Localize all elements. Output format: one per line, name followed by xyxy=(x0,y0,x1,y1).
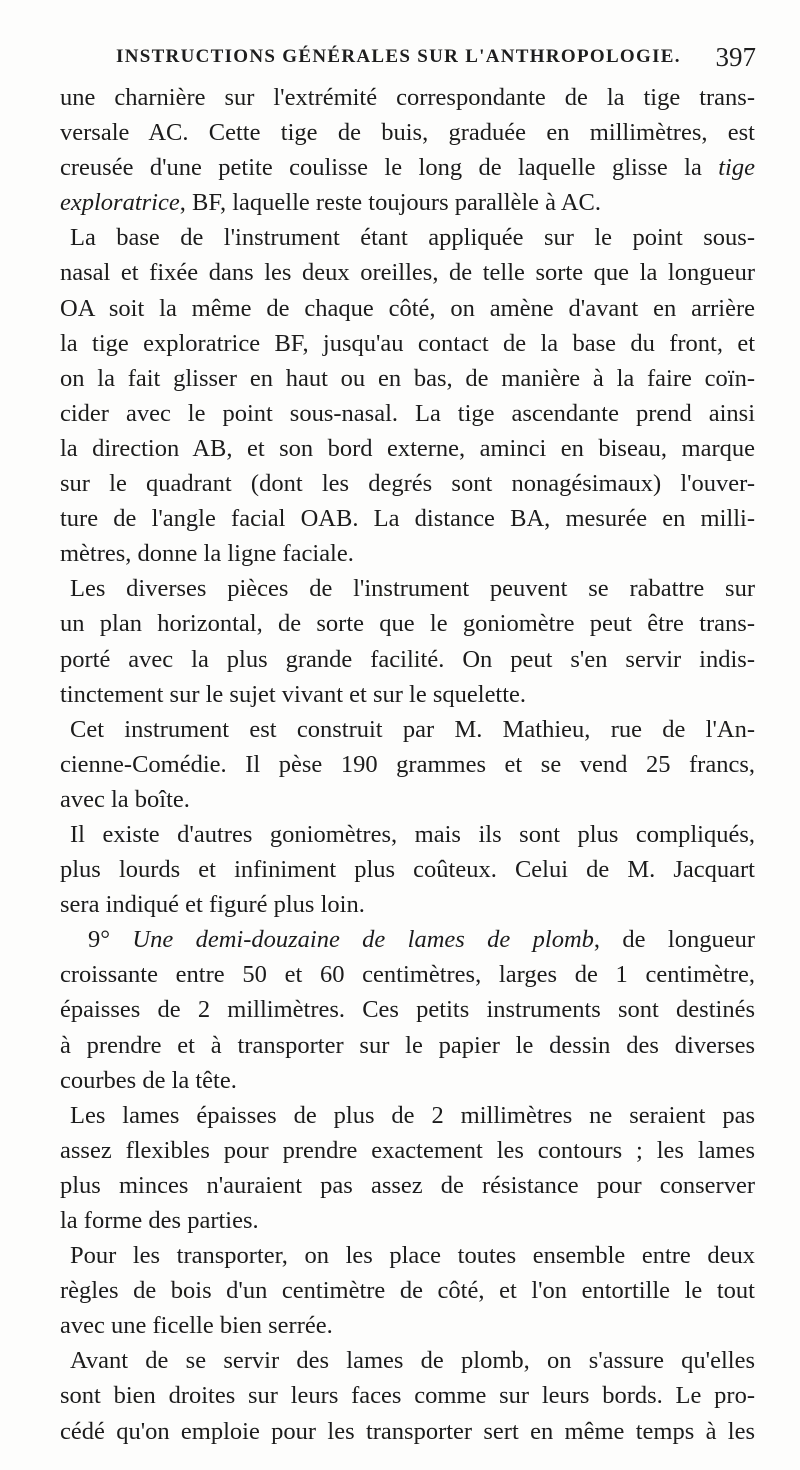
text-line xyxy=(60,747,755,782)
line-text: Il existe d'autres goniomètres, mais ils sont plus compliqués, xyxy=(70,820,755,848)
text-line xyxy=(60,887,755,922)
text-line xyxy=(60,115,755,150)
line-text: cider avec le point sous-nasal. La tige ascendante prend ainsi xyxy=(60,399,755,427)
line-text: sont bien droites sur leurs faces comme sur leurs bords. Le pro- xyxy=(60,1382,755,1410)
line-text: sur le quadrant (dont les degrés sont nonagésimaux) l'ouver- xyxy=(60,470,755,498)
line-text: , de longueur xyxy=(593,926,755,954)
line-text: Avant de se servir des lames de plomb, on s'assure qu'elles xyxy=(70,1347,755,1375)
line-text: avec la boîte. xyxy=(60,785,190,813)
line-text: La base de l'instrument étant appliquée sur le point sous- xyxy=(70,224,755,252)
line-text: la direction AB, et son bord externe, aminci en biseau, marque xyxy=(60,434,755,462)
italic-text: tige xyxy=(718,154,755,182)
text-line xyxy=(60,992,755,1027)
line-text: assez flexibles pour prendre exactement les contours ; les lames xyxy=(60,1136,755,1164)
page-header xyxy=(116,42,756,78)
text-line xyxy=(60,922,755,957)
text-line xyxy=(60,1238,755,1273)
italic-text: exploratrice xyxy=(60,189,180,217)
text-line xyxy=(60,255,755,290)
text-line xyxy=(60,852,755,887)
text-line xyxy=(60,1273,755,1308)
text-line xyxy=(60,817,755,852)
line-text: Pour les transporter, on les place toutes ensemble entre deux xyxy=(70,1242,755,1270)
line-text: plus lourds et infiniment plus coûteux. Celui de M. Jacquart xyxy=(60,856,755,884)
line-text: à prendre et à transporter sur le papier le dessin des diverses xyxy=(60,1031,755,1059)
line-text: cédé qu'on emploie pour les transporter sert en même temps à les xyxy=(60,1417,755,1445)
line-text: Les diverses pièces de l'instrument peuvent se rabattre sur xyxy=(70,575,755,603)
body-text xyxy=(60,80,755,1449)
line-text: épaisses de 2 millimètres. Ces petits instruments sont destinés xyxy=(60,996,755,1024)
line-text: tinctement sur le sujet vivant et sur le squelette. xyxy=(60,680,527,708)
line-text: la forme des parties. xyxy=(60,1207,259,1234)
line-text: nasal et fixée dans les deux oreilles, de telle sorte que la longueur xyxy=(60,259,755,287)
text-line xyxy=(60,396,755,431)
line-text: versale AC. Cette tige de buis, graduée en millimètres, est xyxy=(60,119,755,147)
line-text: on la fait glisser en haut ou en bas, de manière à la faire coïn- xyxy=(60,364,755,392)
text-line xyxy=(60,501,755,536)
text-line xyxy=(60,291,755,326)
line-text: plus minces n'auraient pas assez de résistance pour conserver xyxy=(60,1171,755,1199)
text-line xyxy=(60,1343,755,1378)
page-number: 397 xyxy=(715,42,756,72)
text-line xyxy=(60,150,755,185)
text-line xyxy=(60,1133,755,1168)
text-line xyxy=(60,1098,755,1133)
line-text: la tige exploratrice BF, jusqu'au contact de la base du front, et xyxy=(60,329,755,357)
line-text: cienne-Comédie. Il pèse 190 grammes et se vend 25 francs, xyxy=(60,750,755,778)
line-text: avec une ficelle bien serrée. xyxy=(60,1312,333,1340)
line-text: courbes de la tête. xyxy=(60,1066,237,1094)
line-text: croissante entre 50 et 60 centimètres, larges de 1 centimètre, xyxy=(60,961,755,989)
line-text: , BF, laquelle reste toujours parallèle à AC. xyxy=(179,189,601,217)
text-line xyxy=(60,326,755,361)
line-text: OA soit la même de chaque côté, on amène d'avant en arrière xyxy=(60,294,755,322)
text-line xyxy=(60,536,755,571)
text-line xyxy=(60,957,755,992)
line-text: sera indiqué et figuré plus loin. xyxy=(60,891,365,919)
line-text: une charnière sur l'extrémité correspondante de la tige trans- xyxy=(60,84,755,111)
text-line xyxy=(60,1063,755,1098)
text-line xyxy=(60,185,755,220)
line-text: ture de l'angle facial OAB. La distance BA, mesurée en milli- xyxy=(60,505,755,533)
line-text: Les lames épaisses de plus de 2 millimètres ne seraient pas xyxy=(70,1101,755,1129)
italic-text: Une demi-douzaine de lames de plomb xyxy=(132,926,594,954)
text-line xyxy=(60,1414,755,1449)
text-line xyxy=(60,606,755,641)
text-line xyxy=(60,1378,755,1413)
item-number: 9° xyxy=(88,926,133,954)
text-line xyxy=(60,431,755,466)
text-line xyxy=(60,220,755,255)
text-line xyxy=(60,1028,755,1063)
text-line xyxy=(60,712,755,747)
text-line xyxy=(60,1308,755,1343)
line-text: règles de bois d'un centimètre de côté, et l'on entortille le tout xyxy=(60,1277,755,1305)
line-text: porté avec la plus grande facilité. On peut s'en servir indis- xyxy=(60,645,755,673)
text-line xyxy=(60,1168,755,1203)
line-text: un plan horizontal, de sorte que le goniomètre peut être trans- xyxy=(60,610,755,638)
running-title: INSTRUCTIONS GÉNÉRALES SUR L'ANTHROPOLOGIE. xyxy=(116,46,681,67)
line-text: creusée d'une petite coulisse le long de laquelle glisse la xyxy=(60,154,719,182)
text-line xyxy=(60,1203,755,1238)
line-text: Cet instrument est construit par M. Mathieu, rue de l'An- xyxy=(70,715,755,743)
text-line xyxy=(60,466,755,501)
text-line xyxy=(60,80,755,115)
text-line xyxy=(60,642,755,677)
text-line xyxy=(60,361,755,396)
text-line xyxy=(60,571,755,606)
text-line xyxy=(60,782,755,817)
text-line xyxy=(60,677,755,712)
line-text: mètres, donne la ligne faciale. xyxy=(60,540,354,568)
